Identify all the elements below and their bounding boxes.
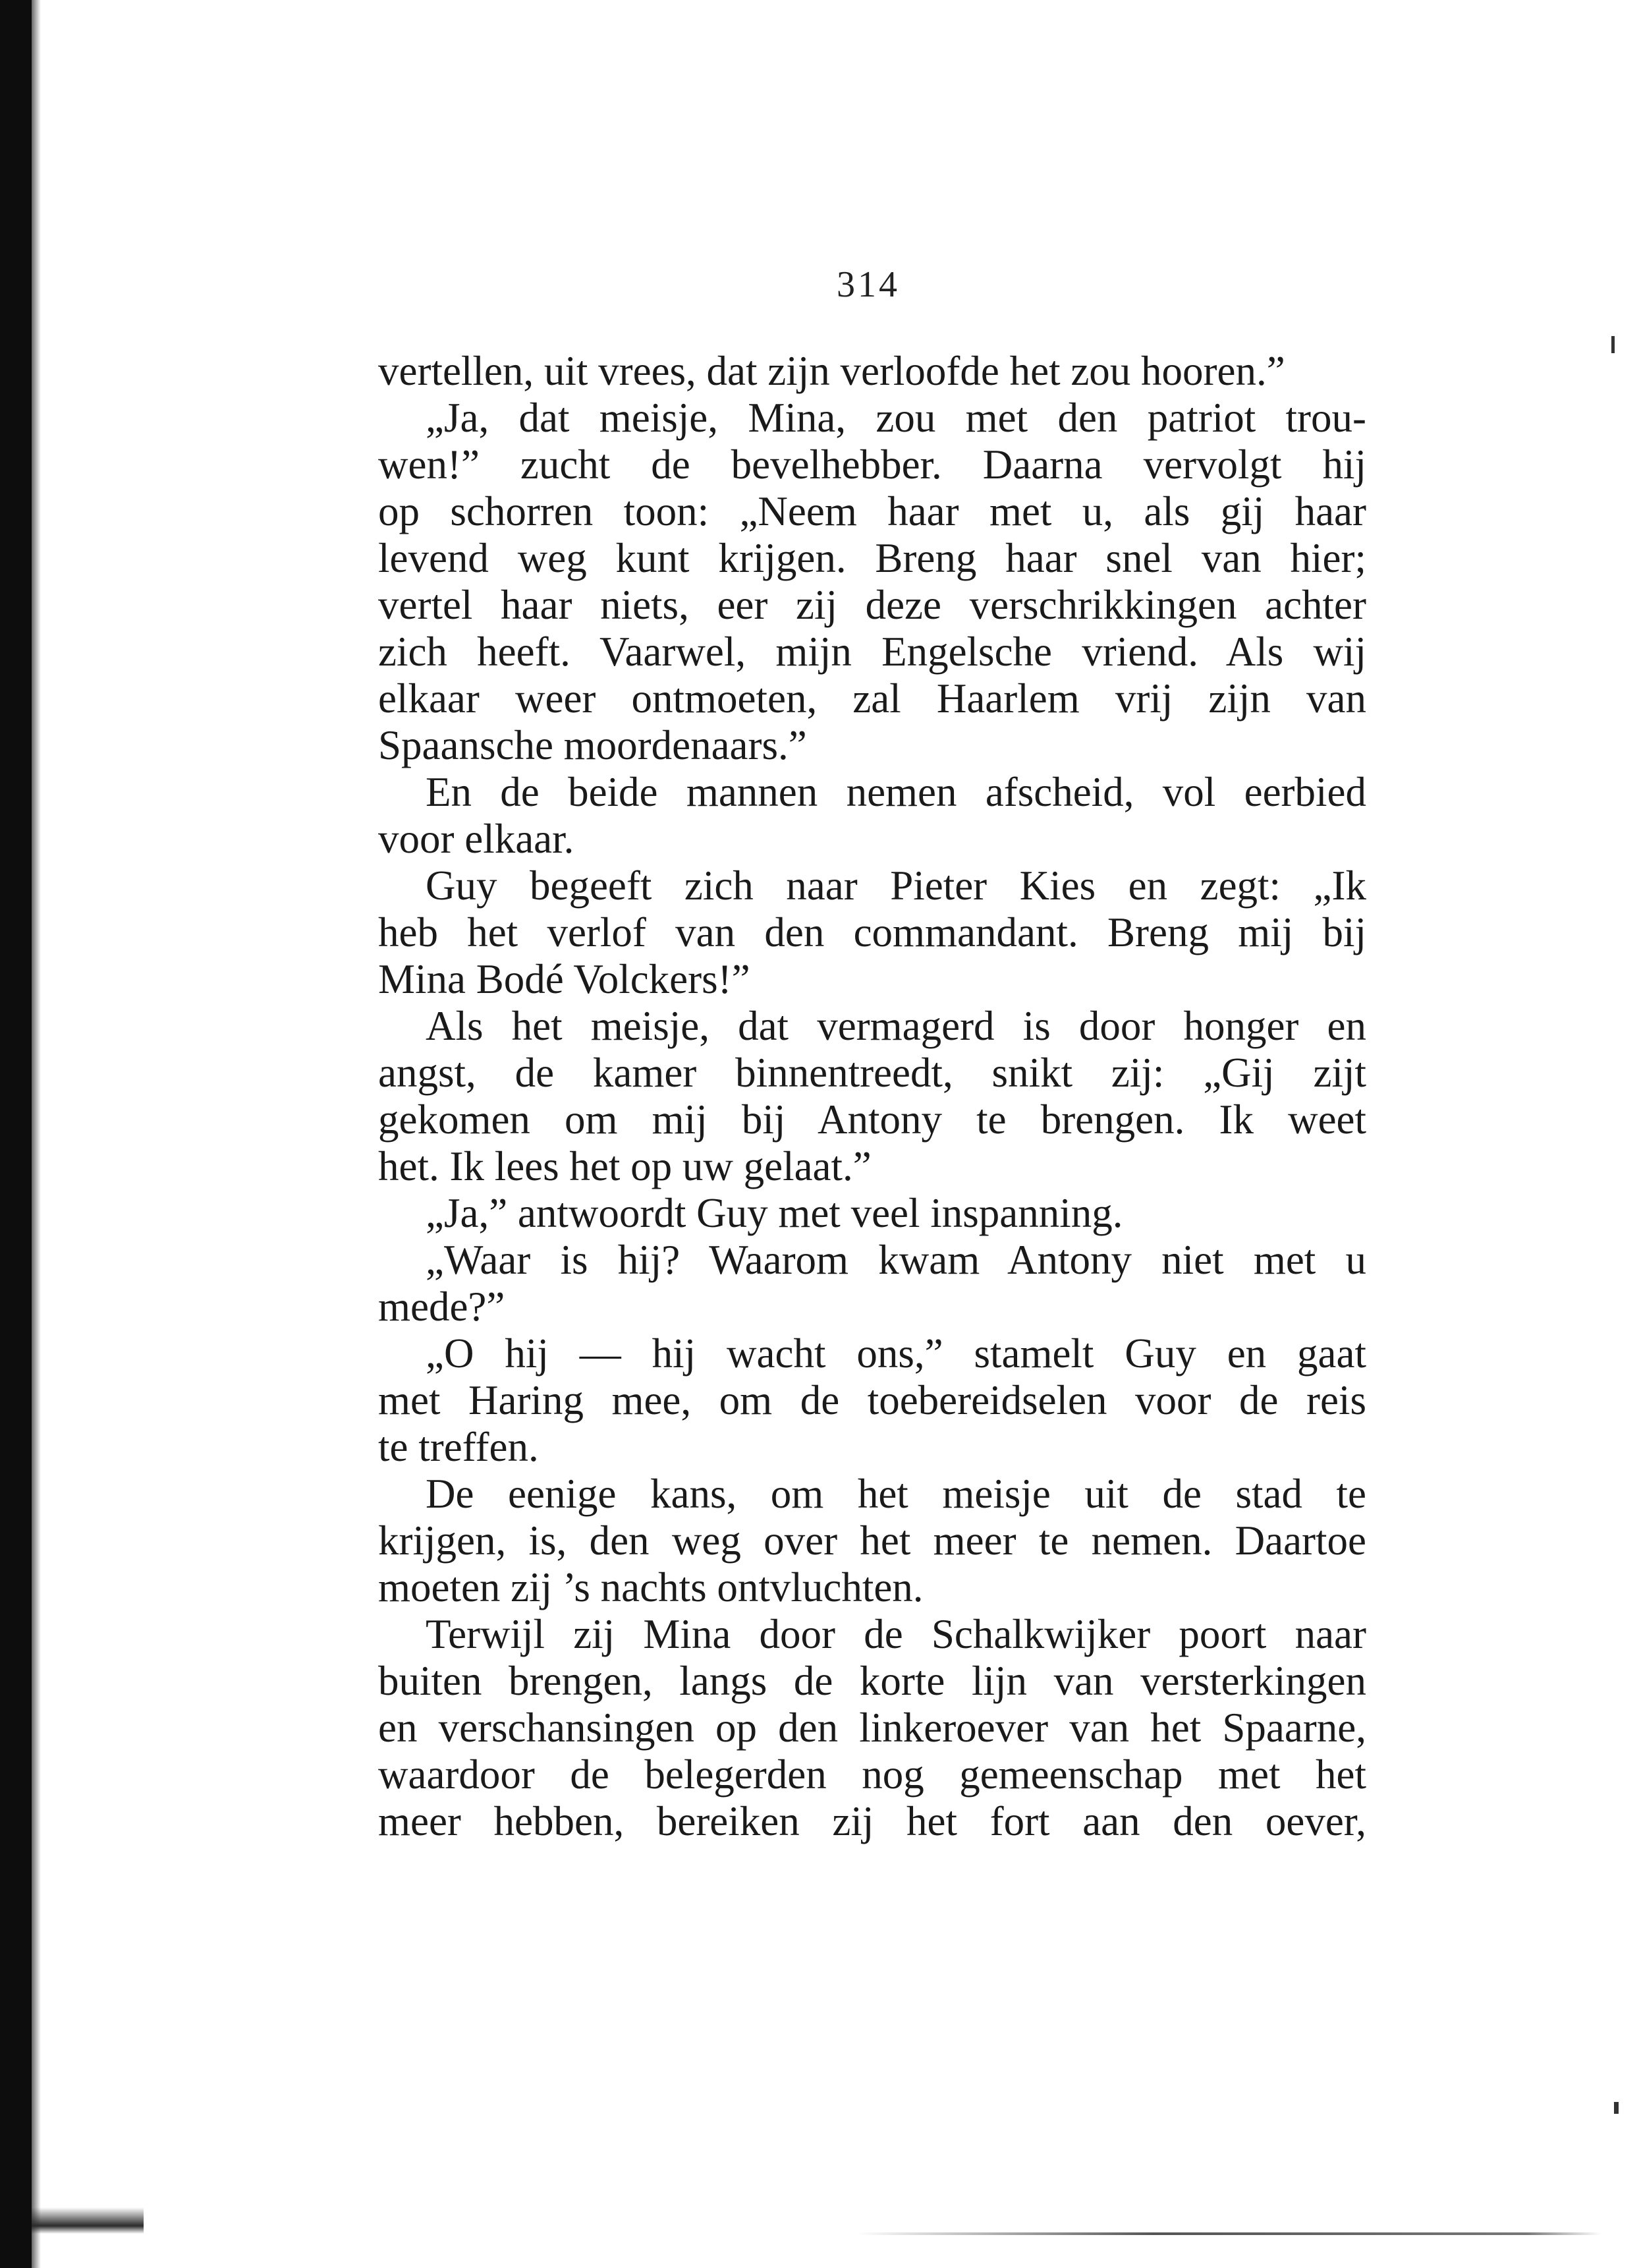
text-line: wen!” zucht de bevelhebber. Daarna vervolgt hij [378,441,1366,488]
text-line: „Waar is hij? Waarom kwam Antony niet met u [426,1237,1366,1283]
body-text [378,348,1366,1845]
text-line: zich heeft. Vaarwel, mijn Engelsche vriend. Als wij [378,629,1366,675]
text-line: „Ja,” antwoordt Guy met veel inspanning. [426,1190,1123,1236]
scan-binding-shadow [32,0,41,2268]
scan-speck [1614,2102,1619,2114]
text-line: Mina Bodé Volckers!” [378,956,750,1002]
text-line: mede?” [378,1284,505,1330]
text-line: levend weg kunt krijgen. Breng haar snel van hier; [378,535,1366,581]
scan-speck [1611,336,1615,353]
scan-binding-foot [32,2207,144,2234]
text-line: „O hij — hij wacht ons,” stamelt Guy en gaat [426,1330,1366,1376]
text-line: Als het meisje, dat vermagerd is door honger en [426,1003,1366,1049]
text-line: heb het verlof van den commandant. Breng mij bij [378,909,1366,955]
text-line: „Ja, dat meisje, Mina, zou met den patriot trou- [426,395,1366,441]
text-line: gekomen om mij bij Antony te brengen. Ik weet [378,1096,1366,1143]
text-line: elkaar weer ontmoeten, zal Haarlem vrij zijn van [378,675,1366,722]
text-line: Terwijl zij Mina door de Schalkwijker poort naar [426,1611,1366,1657]
text-line: angst, de kamer binnentreedt, snikt zij: „Gij zijt [378,1050,1366,1096]
text-line: en verschansingen op den linkeroever van het Spaarne, [378,1705,1366,1751]
text-line: vertel haar niets, eer zij deze verschrikkingen achter [378,582,1366,628]
text-line: De eenige kans, om het meisje uit de stad te [426,1471,1366,1517]
text-line: voor elkaar. [378,816,574,862]
text-line: meer hebben, bereiken zij het fort aan den oever, [378,1798,1366,1844]
text-line: vertellen, uit vrees, dat zijn verloofde het zou hooren.” [378,348,1285,394]
text-line: te treffen. [378,1424,539,1470]
text-line: Spaansche moordenaars.” [378,722,807,768]
text-line: waardoor de belegerden nog gemeenschap met het [378,1751,1366,1798]
text-line: buiten brengen, langs de korte lijn van versterkingen [378,1658,1366,1704]
text-line: krijgen, is, den weg over het meer te nemen. Daartoe [378,1517,1366,1564]
scan-binding-edge [0,0,32,2268]
text-line: En de beide mannen nemen afscheid, vol eerbied [426,769,1366,815]
text-line: Guy begeeft zich naar Pieter Kies en zegt: „Ik [426,863,1366,909]
text-line: met Haring mee, om de toebereidselen voor de reis [378,1377,1366,1423]
text-line: op schorren toon: „Neem haar met u, als gij haar [378,488,1366,534]
page-number: 314 [837,264,900,305]
scan-bottom-edge [856,2232,1601,2235]
text-line: het. Ik lees het op uw gelaat.” [378,1143,872,1189]
text-line: moeten zij ’s nachts ontvluchten. [378,1564,924,1610]
